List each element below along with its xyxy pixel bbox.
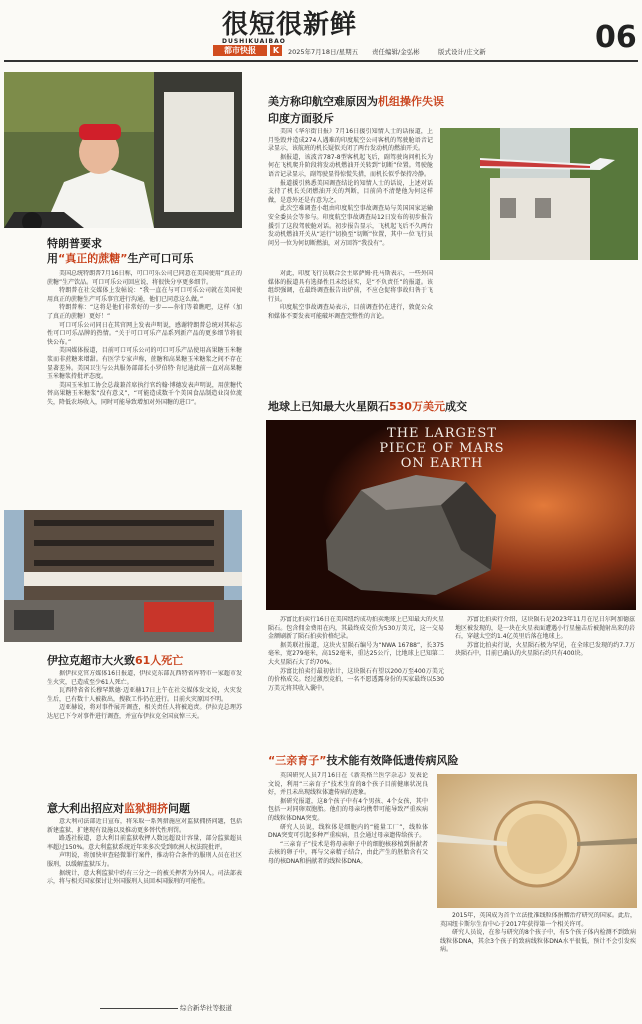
meteorite-photo-caption [362,426,522,471]
art1-title-pre: 用 [47,252,58,265]
art3-title-highlight: 530万美元 [389,400,445,413]
art2-para: 报道援引熟悉美国调查结论的知情人士的话说，上述对话支持了机长关闭燃油开关的判断，目前尚不清楚他为何这样做，是意外还是有意为之。 [268,179,433,204]
art2-body-col2 [268,270,433,380]
art3-title-pre: 地球上已知最大火星陨石 [268,400,389,413]
issue-date: 2025年7月18日/星期五 [288,48,359,56]
art3-para: 苏富比拍卖行最初估计，这块陨石有望以200万至400万美元的价格成交。经过激烈竞拍，一名不愿透露身份的买家最终以530万美元将其收入囊中。 [268,667,444,692]
art6-body-col1 [268,772,428,1016]
art2-para: 印度航空事故调查局表示，目前调查仍在进行，敦促公众和媒体不要发表可能破坏调查完整性的言论。 [268,304,433,320]
art2-body-col1 [268,128,433,268]
iraq-fire-photo [4,510,242,642]
art1-para: 可口可乐公司同日在其官网上发表声明说，感谢特朗普总统对其标志性可口可乐品牌的热情。“关于可口可乐产品系列新产品的更多细节将很快公布。” [47,321,242,346]
page-number: 06 [595,20,637,55]
art5-para: 意大利司法部近日宣布，将采取一系列措施应对监狱拥挤问题，包括新建监狱、扩建现有设施以及推动更多替代性刑罚。 [47,818,242,834]
source-credit: 综合新华社等报道 [180,1004,232,1012]
art2-para: 对此，印度飞行员联合会主席萨姆·托马斯表示，一些外国媒体的报道具有选择性且未经证实，是“不负责任”的报道。该组织强调，在最终调查报告出炉前，不应仓促将事故归咎于飞行员。 [268,270,433,303]
art2-title-line2: 印度方面驳斥 [268,112,334,125]
meteorite-caption-line: THE LARGEST [387,426,497,441]
art1-para: 美国媒体报道，目前可口可乐公司的可口可乐产品使用高果糖玉米糖浆而非蔗糖来增甜。有医学专家声称，蔗糖和高果糖玉米糖浆之间不存在显著差异。美国卫生与公共服务部部长小罗伯特·肯尼迪此前一直对高果糖玉米糖浆持批评态度。 [47,347,242,381]
art5-title-post: 问题 [168,802,190,815]
art1-title-line2 [47,250,193,266]
art2-title-line1 [268,93,444,109]
art3-title [268,398,467,414]
art4-title [47,652,183,668]
art2-para: 美国《华尔街日报》7月16日援引知情人士的话报道，上月坠毁并造成274人遇难的印度航空公司客机的驾驶舱语音记录显示，该航班的机长疑似关闭了两台发动机的燃油开关。 [268,128,433,153]
art1-title-highlight: “真正的蔗糖” [58,252,128,265]
art1-title-post: 生产可口可乐 [127,252,194,265]
art6-para: 英国研究人员7月16日在《新英格兰医学杂志》发表论文说，利用“三亲育子”技术生育的8个孩子目前健康状况良好，并且未出现线粒体遗传病的迹象。 [268,772,428,797]
art1-para: 美国总统特朗普7月16日称，可口可乐公司已同意在美国使用“真正的蔗糖”生产饮品。可口可乐公司回应说，将很快分享更多细节。 [47,270,242,286]
ivf-photo [437,774,637,908]
plane-photo [440,128,638,260]
art2-para: 此次空难调查小组由印度航空事故调查局与美国国家运输安全委员会等参与。印度航空事故调查局12日发布的初步报告援引了这段驾驶舱对话。初步报告显示，飞机起飞后不久两台发动机燃油开关从“运行”切换至“切断”位置，其中一位飞行员问另一位为何切断燃油，对方回答“我没有”。 [268,205,433,247]
art5-title-highlight: 监狱拥挤 [124,802,168,815]
art4-title-pre: 伊拉克超市大火致 [47,654,135,667]
art1-body [47,270,242,504]
art5-para: 声明说，将加快审查轻微罪行案件，推动符合条件的服刑人员在社区服刑，以缓解监狱压力。 [47,852,242,868]
brand-tag-bg [213,45,267,56]
meteorite-caption-line: PIECE OF MARS [379,441,505,456]
art5-para: 路透社报道，意大利目前监狱收押人数远超设计容量，部分监狱超员率超过150%。意大利监狱系统近年来多次受到欧洲人权法院批评。 [47,835,242,851]
art1-para: 特朗普称：“这将是他们非常好的一步——你们等着瞧吧，这样（加了真正的蔗糖）更好！” [47,304,242,320]
art5-body [47,818,242,992]
art6-para: 研究人员说，线粒体是细胞内的“能量工厂”，线粒体DNA突变可引起多种严重疾病，且会通过母亲遗传给孩子。 [268,823,428,840]
art6-para: 据研究报道，这8个孩子中有4个男孩、4个女孩，其中包括一对同卵双胞胎。他们的母亲均携带可能导致严重疾病的线粒体DNA突变。 [268,797,428,822]
art1-para: 美国玉米加工协会总裁兼首席执行官约翰·博德发表声明说，用蔗糖代替高果糖玉米糖浆“没有意义”，“可能造成数千个美国食品制造业岗位流失，降低农场收入，同时可能导致增加对外国糖的进口”。 [47,381,242,406]
editor-credit: 责任编辑/金弘彬 [372,48,420,56]
art3-para: 苏富比拍卖行介绍，这块陨石是2023年11月在尼日尔阿加德兹地区被发现的，是一块在火星表面遭遇小行星撞击后被抛射出来的岩石，穿越太空约1.4亿英里后落在地球上。 [455,616,635,641]
art4-para: 迈亚赫说，将对事件展开调查，相关责任人将被追责。伊拉克总理苏达尼已下令对事件进行调查，并宣布伊拉克全国哀悼三天。 [47,704,242,720]
art5-title-pre: 意大利出招应对 [47,802,124,815]
art6-title-highlight: “三亲育子” [268,754,327,767]
art5-para: 据统计，意大利监狱中约有三分之一的被关押者为外国人。司法部表示，将与相关国家探讨让外国服刑人员回本国服刑的可能性。 [47,869,242,886]
art4-para: 瓦西特省省长穆罕默德·迈亚赫17日上午在社交媒体发文说，火灾发生后，已有数十人被救出，搜救工作仍在进行。目前火灾原因不明。 [47,687,242,703]
trump-photo [4,72,242,228]
designer-credit: 版式设计/庄文新 [438,48,486,56]
art3-title-post: 成交 [444,400,467,413]
page-section-title: 很短很新鲜 [222,10,358,40]
art3-para: 据美联社报道，这块火星陨石编号为“NWA 16788”，长375毫米，宽279毫米，高152毫米，重达25公斤，比地球上已知第二大火星陨石大了约70%。 [268,641,444,666]
brand-logo [270,45,282,56]
art4-para: 据伊拉克官方媒体16日报道，伊拉克东部瓦西特省库特市一家超市发生火灾，已造成至少61人死亡。 [47,670,242,686]
art6-title [268,752,458,768]
art4-body [47,670,242,788]
art6-para: 2015年，英国成为首个立法批准线粒体捐赠治疗研究的国家。此后，英国纽卡斯尔生育中心于2017年获得第一个相关许可。 [440,912,636,928]
art3-body-col2 [455,616,635,734]
meteorite-caption-line: ON EARTH [400,456,484,471]
header-rule [4,60,638,62]
art3-para: 苏富比拍卖行说，火星陨石极为罕见，在全球已发现的约7.7万块陨石中，目前已确认的火星陨石约只有400块。 [455,641,635,658]
art3-para: 苏富比拍卖行16日在美国纽约成功拍卖地球上已知最大的火星陨石。包含佣金费用在内，其最终成交价为530万美元，这一交易金额刷新了陨石拍卖价格纪录。 [268,616,444,641]
meteorite-photo [266,420,636,610]
credit-rule [100,1008,178,1009]
brand-en: DUSHIKUAIBAO [222,38,286,45]
art5-title [47,800,190,816]
art6-para: 研究人员说，在参与研究的8个孩子中，有5个孩子体内检测不到致病线粒体DNA，其余3个孩子的致病线粒体DNA水平很低，预计不会引发疾病。 [440,929,636,954]
art4-title-highlight: 61人死亡 [135,654,184,667]
art6-para: “三亲育子”技术是将母亲卵子中的细胞核移植到捐献者去核的卵子中，再与父亲精子结合，由此产生的胚胎含有父母的核DNA和捐献者的线粒体DNA。 [268,840,428,865]
brand-logo-letter: K [272,46,280,55]
art1-para: 特朗普在社交媒体上发帖说：“我一直在与可口可乐公司就在美国使用真正的蔗糖生产可乐事宜进行沟通，他们已同意这么做。” [47,287,242,303]
brand-tag: 都市快报 [224,46,256,55]
art6-title-post: 技术能有效降低遗传病风险 [326,754,459,767]
art2-title-highlight: 机组操作失误 [378,95,444,108]
art1-title-line1: 特朗普要求 [47,237,102,250]
art2-title-pre: 美方称印航空难原因为 [268,95,378,108]
art2-para: 据报道，该波音787-8型客机起飞后，副驾驶询问机长为何在飞机爬升阶段将发动机燃油开关转到“切断”位置。驾驶舱语音记录显示，副驾驶显得惊慌失措，而机长似乎保持冷静。 [268,153,433,178]
art6-body-col2 [440,912,636,1016]
art3-body-col1 [268,616,444,734]
